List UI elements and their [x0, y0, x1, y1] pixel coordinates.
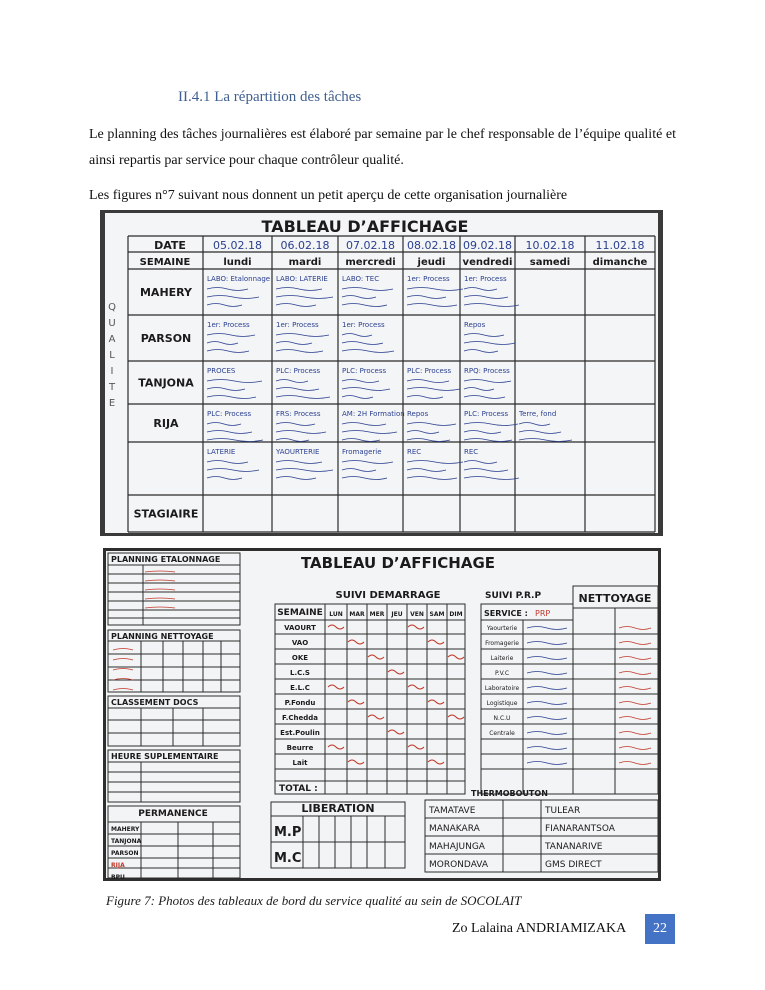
board-1-day-header: mercredi	[345, 257, 396, 268]
board-1-cell-note: 1er: Process	[276, 321, 319, 329]
demarrage-product: P.Fondu	[284, 699, 316, 707]
demarrage-day-header: DIM	[449, 611, 463, 618]
demarrage-product: Beurre	[286, 744, 314, 752]
city-right: GMS DIRECT	[545, 860, 602, 870]
city-right: TANANARIVE	[545, 842, 603, 852]
board-1-side-letter: L	[109, 350, 115, 361]
board-1-cell-note: LABO: Etalonnage	[207, 275, 271, 283]
city-right: TULEAR	[545, 806, 581, 816]
city-left: MANAKARA	[429, 824, 480, 834]
prp-service: Laiterie	[490, 655, 514, 662]
city-left: MORONDAVA	[429, 860, 489, 870]
suivi-prp-label: SUIVI P.R.P	[485, 591, 542, 601]
prp-service: P.V.C	[494, 670, 510, 677]
board-1-cell-note: 1er: Process	[342, 321, 385, 329]
board-1-side-letter: T	[108, 382, 116, 393]
prp-service: Laboratoire	[484, 685, 520, 692]
demarrage-day-header: MER	[369, 611, 385, 618]
liberation-row-mc: M.C	[274, 851, 302, 866]
semaine-label: SEMAINE	[277, 608, 323, 618]
city-right: FIANARANTSOA	[545, 824, 615, 834]
city-left: TAMATAVE	[429, 806, 476, 816]
board-1-date-label: DATE	[154, 239, 186, 252]
board-1-cell-note: PLC: Process	[276, 367, 321, 375]
prp-service: Logistique	[486, 700, 518, 707]
board-1-day-header: lundi	[223, 257, 252, 268]
board-1-cell-note: REC	[407, 448, 422, 456]
board-1-day-header: samedi	[529, 257, 571, 268]
permanence-label: PERMANENCE	[138, 809, 208, 819]
total-label: TOTAL :	[279, 784, 318, 794]
demarrage-day-header: MAR	[349, 611, 365, 618]
board-1-cell-note: Terre, fond	[519, 410, 557, 418]
paragraph-planning: Le planning des tâches journalières est élaboré par semaine par le chef responsable de l’équipe qualité et ainsi repartis par service pour chaque contrôleur qualité.	[89, 127, 676, 168]
board-1-date: 06.02.18	[280, 239, 330, 252]
board-1-row-name: TANJONA	[138, 376, 194, 390]
board-1-cell-note: LABO: LATERIE	[276, 275, 328, 283]
nettoyage-label: NETTOYAGE	[578, 592, 652, 605]
board-1-cell-note: REC	[464, 448, 479, 456]
demarrage-product: OKE	[291, 654, 309, 662]
prp-service: Yaourterie	[486, 625, 518, 632]
board-1-cell-note: YAOURTERIE	[276, 448, 320, 456]
board-1-date: 08.02.18	[407, 239, 456, 252]
board-1-cell-note: RPQ: Process	[464, 367, 510, 375]
demarrage-day-header: VEN	[410, 611, 424, 618]
heure-suplementaire-label: HEURE SUPLEMENTAIRE	[111, 752, 219, 761]
liberation-row-mp: M.P	[274, 825, 302, 840]
board-1-cell-note: PLC: Process	[342, 367, 387, 375]
board-1-row-name: STAGIAIRE	[133, 507, 199, 521]
permanence-staff: TANJONA	[111, 838, 142, 845]
planning-nettoyage-label: PLANNING NETTOYAGE	[111, 632, 214, 641]
board-1-side-letter: E	[108, 398, 116, 409]
board-1-day-header: vendredi	[462, 257, 513, 268]
board-1-cell-note: Repos	[407, 410, 429, 418]
suivi-demarrage-label: SUIVI DEMARRAGE	[335, 590, 441, 601]
board-1-cell-note: PLC: Process	[407, 367, 452, 375]
demarrage-product: E.L.C	[290, 684, 310, 692]
demarrage-day-header: SAM	[429, 611, 445, 618]
service-label: SERVICE :	[484, 609, 528, 618]
board-1-row-name: MAHERY	[139, 286, 193, 299]
board-1-date: 11.02.18	[595, 239, 645, 252]
permanence-staff: BPU	[111, 874, 125, 881]
thermobouton-label: THERMOBOUTON	[471, 789, 548, 798]
board-1-side-letter: I	[110, 366, 114, 377]
board-1-row-name: PARSON	[140, 332, 192, 345]
board-1-cell-note: 1er: Process	[464, 275, 507, 283]
board-1-cell-note: PROCES	[207, 367, 236, 375]
board-1-row-name: RIJA	[153, 417, 179, 430]
board-2-title: TABLEAU D’AFFICHAGE	[300, 554, 496, 572]
permanence-staff: MAHERY	[111, 826, 140, 833]
board-1-week-label: SEMAINE	[139, 257, 191, 268]
prp-service: Fromagerie	[485, 640, 519, 647]
board-1-cell-note: AM: 2H Formation	[342, 410, 405, 418]
page-number-badge: 22	[645, 914, 675, 944]
demarrage-day-header: LUN	[329, 611, 343, 618]
board-1-day-header: mardi	[288, 257, 322, 268]
board-1-cell-note: PLC: Process	[464, 410, 509, 418]
board-1-cell-note: FRS: Process	[276, 410, 321, 418]
board-1-title: TABLEAU D’AFFICHAGE	[261, 217, 469, 236]
board-1-date: 10.02.18	[525, 239, 575, 252]
board-1-cell-note: LATERIE	[207, 448, 236, 456]
footer-author: Zo Lalaina ANDRIAMIZAKA	[452, 921, 627, 936]
board-1-day-header: dimanche	[592, 257, 648, 268]
board-1-cell-note: PLC: Process	[207, 410, 252, 418]
board-1-date: 09.02.18	[463, 239, 512, 252]
board-1-cell-note: 1er: Process	[407, 275, 450, 283]
figure-caption: Figure 7: Photos des tableaux de bord du service qualité au sein de SOCOLAIT	[106, 893, 522, 908]
demarrage-product: VAOURT	[284, 624, 316, 632]
demarrage-product: F.Chedda	[281, 714, 319, 722]
planning-etalonnage-label: PLANNING ETALONNAGE	[111, 555, 221, 564]
demarrage-product: VAO	[291, 639, 309, 647]
photo-dashboard-board	[103, 548, 661, 881]
board-1-date: 07.02.18	[346, 239, 395, 252]
board-1-day-header: jeudi	[417, 257, 446, 268]
service-value: PRP	[535, 609, 551, 618]
city-left: MAHAJUNGA	[429, 842, 485, 852]
paragraph-figures: Les figures n°7 suivant nous donnent un petit aperçu de cette organisation journalière	[89, 188, 568, 203]
demarrage-product: L.C.S	[290, 669, 310, 677]
prp-service: N.C.U	[493, 715, 511, 722]
board-1-cell-note: LABO: TEC	[342, 275, 380, 283]
demarrage-product: Est.Poulin	[280, 729, 320, 737]
photo-planning-board	[100, 210, 663, 536]
section-heading: II.4.1 La répartition des tâches	[178, 89, 362, 105]
prp-service: Centrale	[489, 730, 515, 737]
demarrage-day-header: JEU	[391, 611, 403, 618]
board-1-side-letter: Q	[108, 302, 116, 313]
classement-docs-label: CLASSEMENT DOCS	[111, 698, 199, 707]
board-1-side-letter: U	[108, 318, 116, 329]
permanence-staff: PARSON	[111, 850, 139, 857]
board-1-cell-note: Repos	[464, 321, 486, 329]
demarrage-product: Lait	[292, 759, 308, 767]
liberation-label: LIBERATION	[301, 802, 375, 815]
board-1-date: 05.02.18	[213, 239, 262, 252]
board-1-cell-note: 1er: Process	[207, 321, 250, 329]
board-1-side-letter: A	[108, 334, 116, 345]
board-1-cell-note: Fromagerie	[342, 448, 382, 456]
permanence-staff: RIJA	[111, 862, 125, 869]
